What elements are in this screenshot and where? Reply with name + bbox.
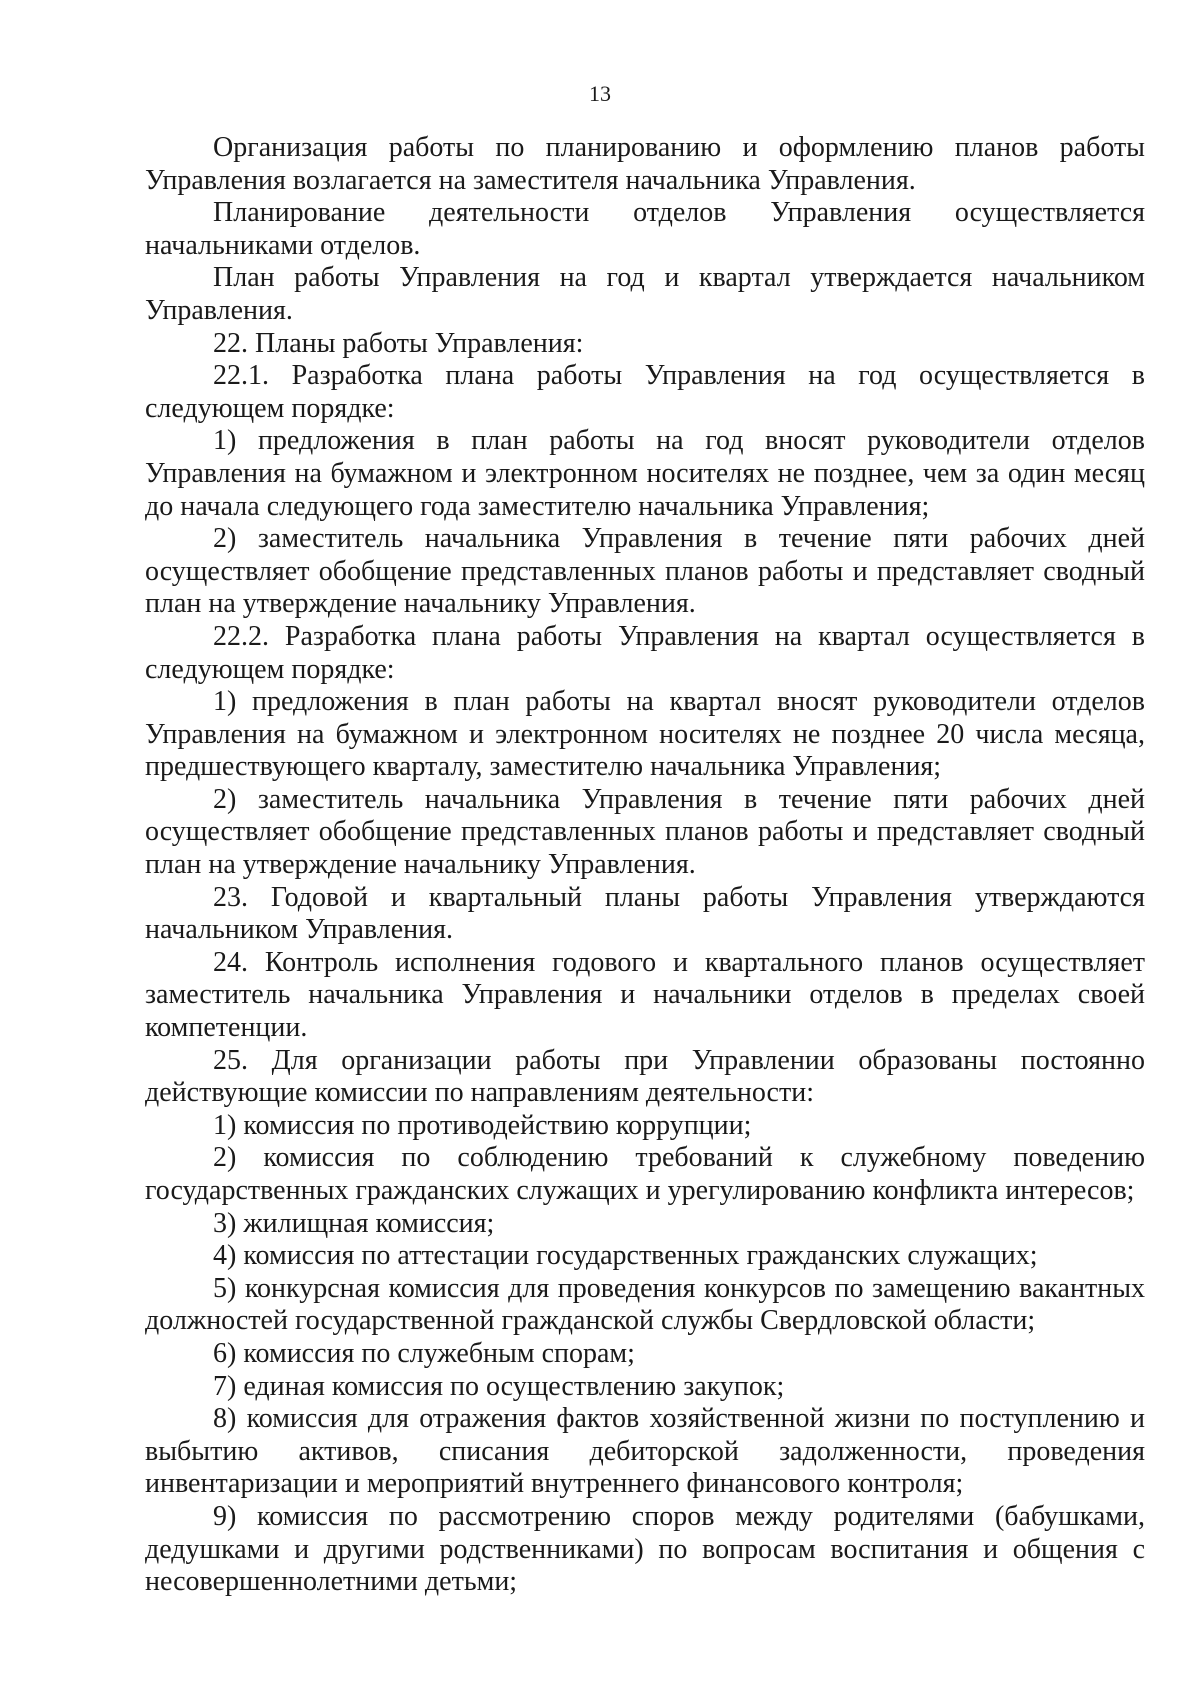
list-item: 8) комиссия для отражения фактов хозяйственной жизни по поступлению и выбытию активов, списания дебиторской задолженности, проведения инвентаризации и мероприятий внутреннего финансового контроля;: [145, 1403, 1145, 1500]
paragraph: 22.1. Разработка плана работы Управления на год осуществляется в следующем порядке:: [145, 360, 1145, 424]
paragraph: План работы Управления на год и квартал утверждается начальником Управления.: [145, 262, 1145, 326]
list-item: 1) предложения в план работы на год вносят руководители отделов Управления на бумажном и электронном носителях не позднее, чем за один месяц до начала следующего года заместителю начальника Управления;: [145, 425, 1145, 522]
paragraph: 23. Годовой и квартальный планы работы Управления утверждаются начальником Управления.: [145, 881, 1145, 946]
paragraph: 22.2. Разработка плана работы Управления на квартал осуществляется в следующем порядке:: [145, 620, 1145, 685]
document-body: [145, 132, 1145, 1599]
list-item: 1) комиссия по противодействию коррупции;: [213, 1109, 752, 1141]
list-item: 3) жилищная комиссия;: [213, 1207, 495, 1239]
list-item: 4) комиссия по аттестации государственных гражданских служащих;: [213, 1240, 1038, 1272]
page-number: 13: [589, 81, 611, 106]
paragraph: Планирование деятельности отделов Управления осуществляется начальниками отделов.: [145, 197, 1145, 261]
list-item: 1) предложения в план работы на квартал вносят руководители отделов Управления на бумажном и электронном носителях не позднее 20 числа месяца, предшествующего кварталу, заместителю начальника Управления;: [145, 686, 1145, 783]
list-item: 2) заместитель начальника Управления в течение пяти рабочих дней осуществляет обобщение представленных планов работы и представляет сводный план на утверждение начальнику Управления.: [145, 783, 1145, 881]
list-item: 7) единая комиссия по осуществлению закупок;: [213, 1370, 785, 1402]
section-heading: 22. Планы работы Управления:: [213, 327, 584, 359]
paragraph: Организация работы по планированию и оформлению планов работы Управления возлагается на заместителя начальника Управления.: [145, 132, 1145, 196]
list-item: 2) заместитель начальника Управления в течение пяти рабочих дней осуществляет обобщение представленных планов работы и представляет сводный план на утверждение начальнику Управления.: [145, 523, 1145, 620]
list-item: 5) конкурсная комиссия для проведения конкурсов по замещению вакантных должностей государственной гражданской службы Свердловской области;: [145, 1272, 1145, 1337]
paragraph: 24. Контроль исполнения годового и квартального планов осуществляет заместитель начальника Управления и начальники отделов в пределах своей компетенции.: [145, 946, 1145, 1044]
list-item: 9) комиссия по рассмотрению споров между родителями (бабушками, дедушками и другими родственниками) по вопросам воспитания и общения с несовершеннолетними детьми;: [145, 1500, 1145, 1598]
list-item: 6) комиссия по служебным спорам;: [213, 1337, 635, 1369]
list-item: 2) комиссия по соблюдению требований к служебному поведению государственных гражданских служащих и урегулированию конфликта интересов;: [145, 1142, 1145, 1206]
paragraph: 25. Для организации работы при Управлении образованы постоянно действующие комиссии по направлениям деятельности:: [145, 1044, 1145, 1109]
